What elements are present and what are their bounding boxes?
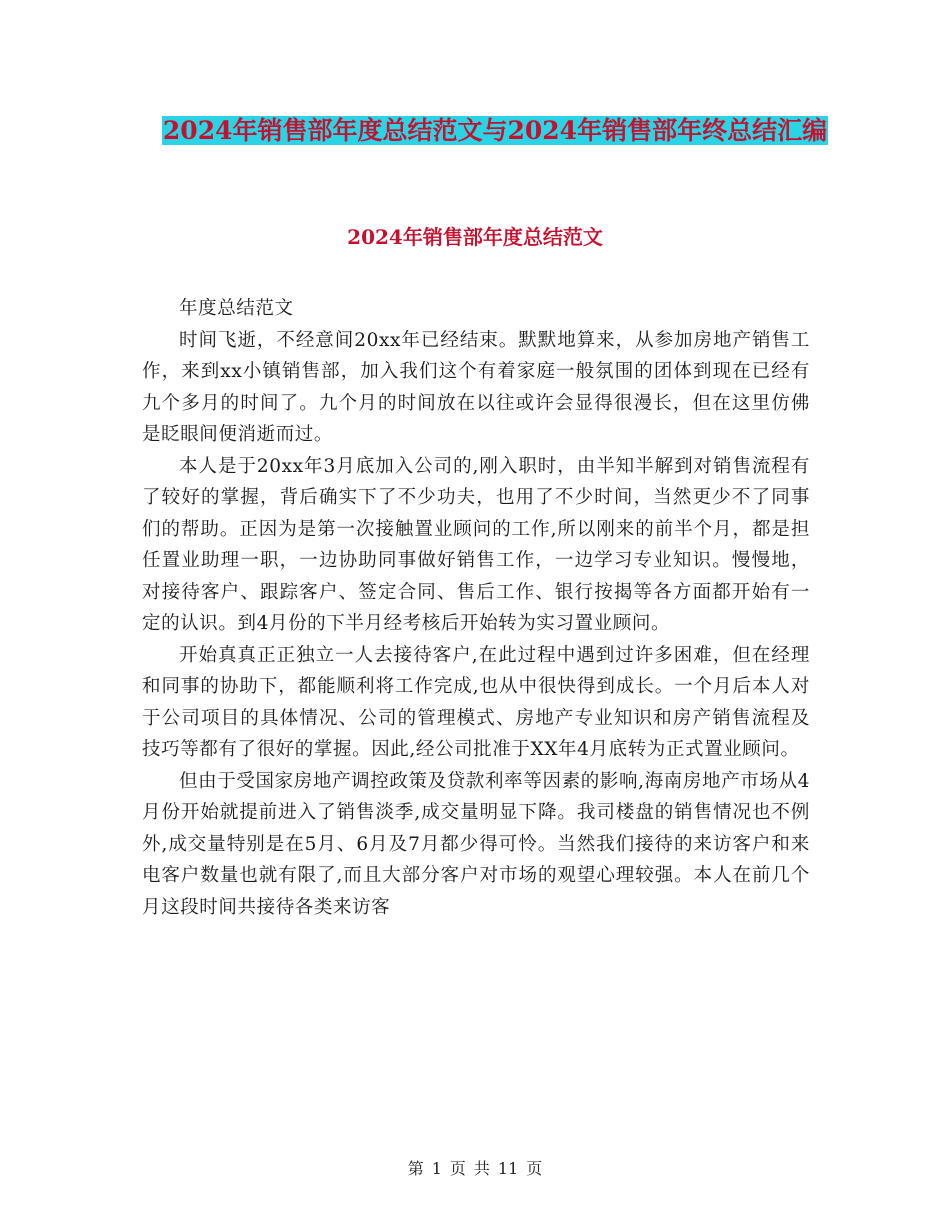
paragraph: 但由于受国家房地产调控政策及贷款利率等因素的影响,海南房地产市场从4月份开始就提前进入了销售淡季,成交量明显下降。我司楼盘的销售情况也不例外,成交量特别是在5月、6月及7月都少得可怜。当然我们接待的来访客户和来电客户数量也就有限了,而且大部分客户对市场的观望心理较强。本人在前几个月这段时间共接待各类来访客 bbox=[142, 770, 810, 918]
footer-page-unit: 页 bbox=[449, 1159, 466, 1178]
paragraph: 时间飞逝，不经意间20xx年已经结束。默默地算来，从参加房地产销售工作，来到xx小镇销售部，加入我们这个有着家庭一般氛围的团体到现在已经有九个多月的时间了。九个月的时间放在以往或许会显得很漫长，但在这里仿佛是眨眼间便消逝而过。 bbox=[142, 329, 810, 445]
paragraph: 开始真真正正独立一人去接待客户,在此过程中遇到过许多困难，但在经理和同事的协助下，都能顺利将工作完成,也从中很快得到成长。一个月后本人对于公司项目的具体情况、公司的管理模式、房地产专业知识和房产销售流程及技巧等都有了很好的掌握。因此,经公司批准于XX年4月底转为正式置业顾问。 bbox=[142, 644, 810, 760]
page-number: 1 bbox=[431, 1159, 442, 1178]
footer-total-unit: 页 bbox=[526, 1159, 543, 1178]
document-body bbox=[142, 293, 810, 923]
page-footer bbox=[0, 1156, 950, 1179]
footer-total-label: 共 bbox=[473, 1159, 490, 1178]
footer-page-label: 第 bbox=[407, 1159, 424, 1178]
paragraph: 年度总结范文 bbox=[179, 298, 294, 319]
document-title-text: 2024年销售部年度总结范文与2024年销售部年终总结汇编 bbox=[162, 116, 828, 145]
total-pages: 11 bbox=[497, 1159, 519, 1178]
paragraph: 本人是于20xx年3月底加入公司的,刚入职时，由半知半解到对销售流程有了较好的掌握，背后确实下了不少功夫，也用了不少时间，当然更少不了同事们的帮助。正因为是第一次接触置业顾问的工作,所以刚来的前半个月，都是担任置业助理一职，一边协助同事做好销售工作，一边学习专业知识。慢慢地，对接待客户、跟踪客户、签定合同、售后工作、银行按揭等各方面都开始有一定的认识。到4月份的下半月经考核后开始转为实习置业顾问。 bbox=[142, 455, 810, 634]
section-title: 2024年销售部年度总结范文 bbox=[347, 225, 603, 249]
document-title bbox=[120, 108, 870, 153]
